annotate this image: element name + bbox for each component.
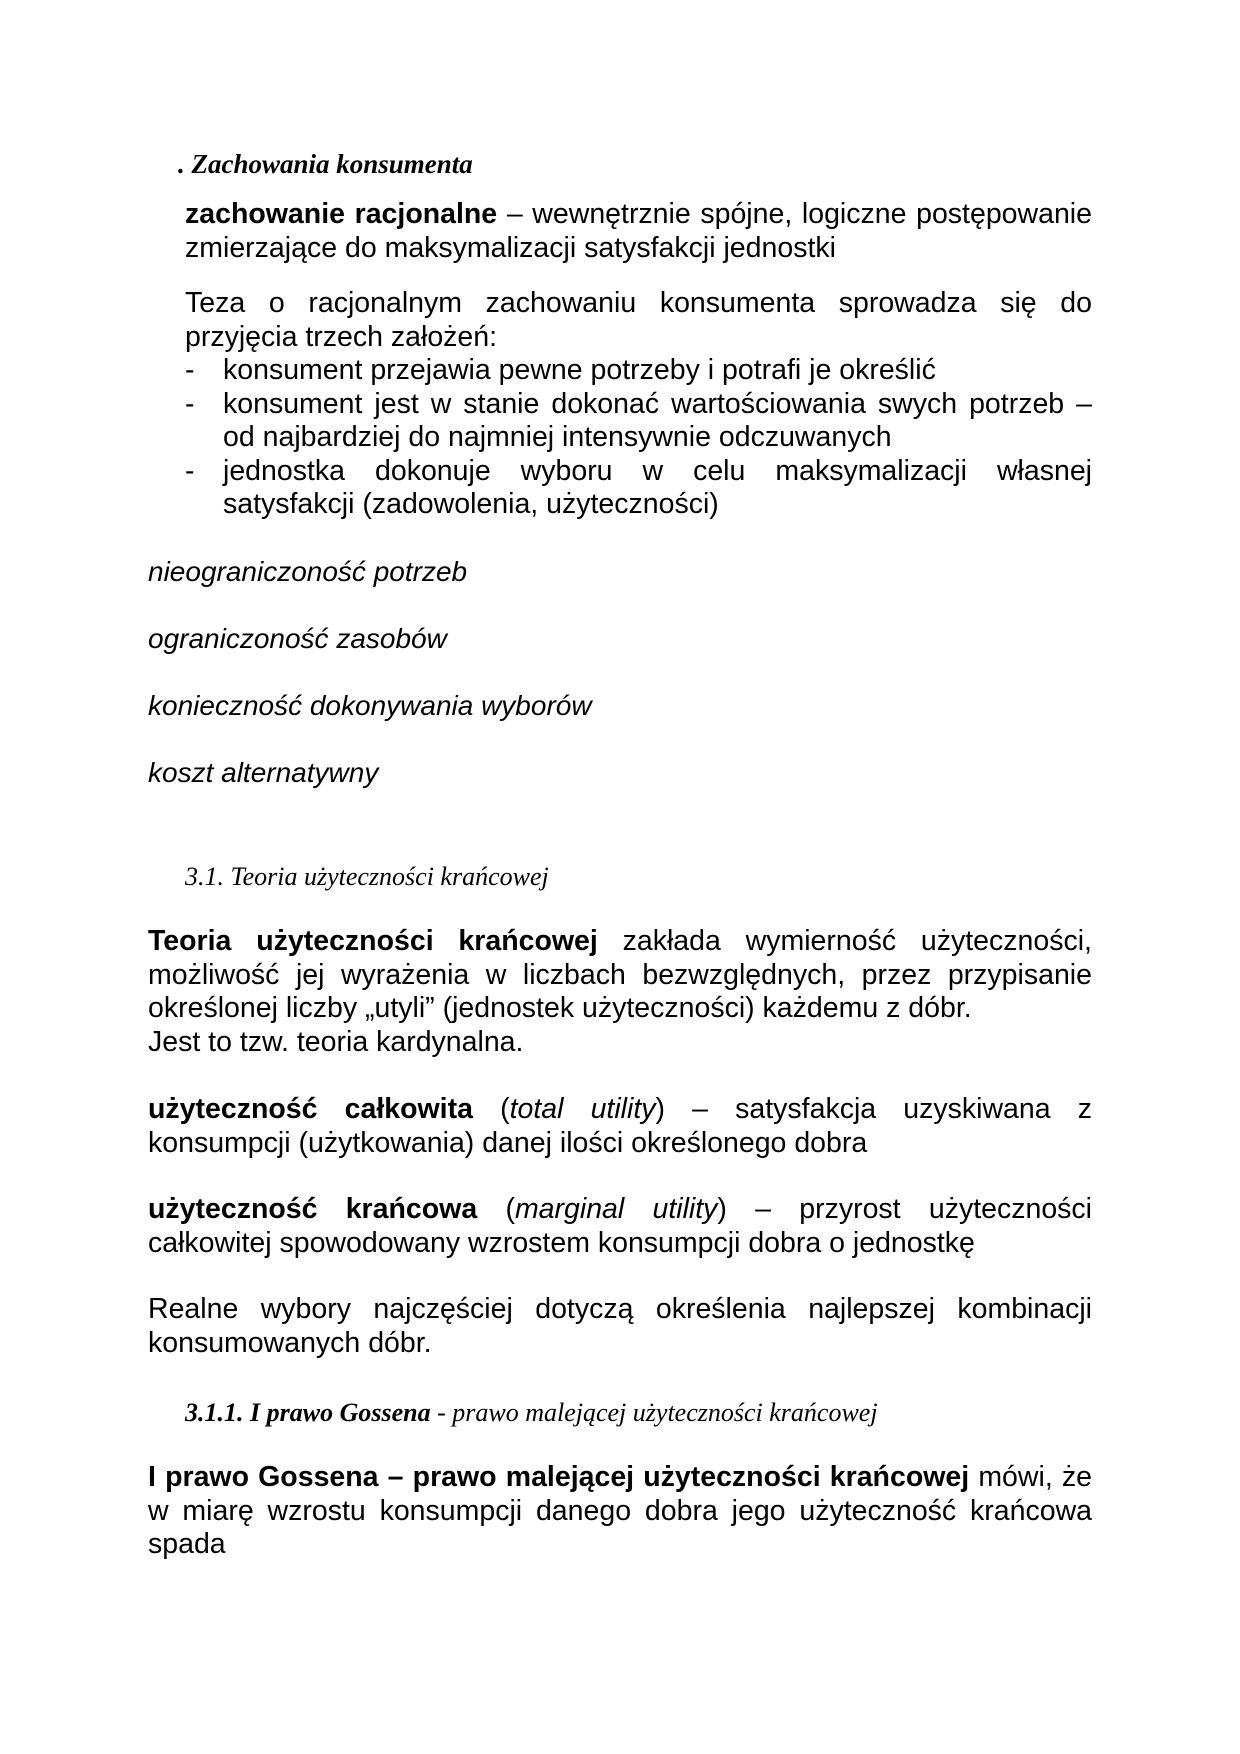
total-utility-text: – satysfakcja uzyskiwana z konsumpcji (użytkowania) danej ilości określonego dobra (148, 1093, 1092, 1159)
total-utility-english: total utility (509, 1093, 656, 1125)
term-necessity-of-choice: konieczność dokonywania wyborów (148, 690, 592, 721)
real-choices-paragraph: Realne wybory najczęściej dotyczą określenia najlepszej kombinacji konsumowanych dóbr. (148, 1293, 1092, 1359)
definition-rational-behavior (185, 198, 1092, 265)
marginal-utility-text: – przyrost użyteczności całkowitej spowodowany wzrostem konsumpcji dobra o jednostkę (148, 1193, 1092, 1259)
list-item-text: konsument jest w stanie dokonać wartościowania swych potrzeb – od najbardziej do najmniej intensywnie odczuwanych (223, 387, 1092, 453)
theory-text: zakłada wymierność użyteczności, możliwość jej wyrażenia w liczbach bezwzględnych, przez przypisanie określonej liczby „utyli” (jednostek użyteczności) każdemu z dóbr. (148, 925, 1092, 1024)
subsubsection-title-bold: 3.1.1. I prawo Gossena (185, 1398, 431, 1427)
gossen-law-definition (148, 1461, 1092, 1562)
subsubsection-title (185, 1396, 878, 1430)
marginal-utility-definition: użyteczność krańcowa (marginal utility) – przyrost użyteczności całkowitej spowodowany wzrostem konsumpcji dobra o jednostkę (148, 1193, 1092, 1259)
term-limited-resources: ograniczoność zasobów (148, 623, 447, 654)
thesis-intro: Teza o racjonalnym zachowaniu konsumenta sprowadza się do przyjęcia trzech założeń: (185, 287, 1092, 353)
list-item (185, 388, 1092, 455)
subsubsection-title-rest: - prawo malejącej użyteczności krańcowej (430, 1398, 878, 1427)
theory-term: Teoria użyteczności krańcowej (148, 925, 598, 957)
definition-term: zachowanie racjonalne (185, 198, 498, 230)
definition-text: – wewnętrznie spójne, logiczne postępowanie zmierzające do maksymalizacji satysfakcji jednostki (185, 198, 1092, 264)
subsection-title: 3.1. Teoria użyteczności krańcowej (185, 862, 549, 891)
dash-bullet: - (185, 454, 195, 487)
list-item (185, 354, 1092, 388)
section-title: . Zachowania konsumenta (178, 149, 473, 179)
dash-bullet: - (185, 354, 195, 386)
gossen-law-text: mówi, że w miarę wzrostu konsumpcji danego dobra jego użyteczność krańcowa spada (148, 1461, 1092, 1560)
marginal-utility-theory-paragraph (148, 925, 1092, 1059)
list-item (185, 455, 1092, 522)
gossen-law-term: I prawo Gossena – prawo malejącej użyteczności krańcowej (148, 1461, 970, 1493)
term-opportunity-cost: koszt alternatywny (148, 757, 379, 788)
list-item-text: konsument przejawia pewne potrzeby i potrafi je określić (223, 354, 936, 386)
assumptions-list (185, 354, 1092, 522)
cardinal-theory-note: Jest to tzw. teoria kardynalna. (148, 1025, 524, 1058)
total-utility-term: użyteczność całkowita (148, 1093, 473, 1125)
dash-bullet: - (185, 387, 195, 420)
term-unlimited-needs: nieograniczoność potrzeb (148, 556, 468, 587)
list-item-text: jednostka dokonuje wyboru w celu maksymalizacji własnej satysfakcji (zadowolenia, użyteczności) (223, 454, 1092, 520)
total-utility-definition: użyteczność całkowita (total utility) – satysfakcja uzyskiwana z konsumpcji (użytkowania) danej ilości określonego dobra (148, 1093, 1092, 1159)
marginal-utility-term: użyteczność krańcowa (148, 1193, 478, 1225)
marginal-utility-english: marginal utility (514, 1193, 718, 1225)
